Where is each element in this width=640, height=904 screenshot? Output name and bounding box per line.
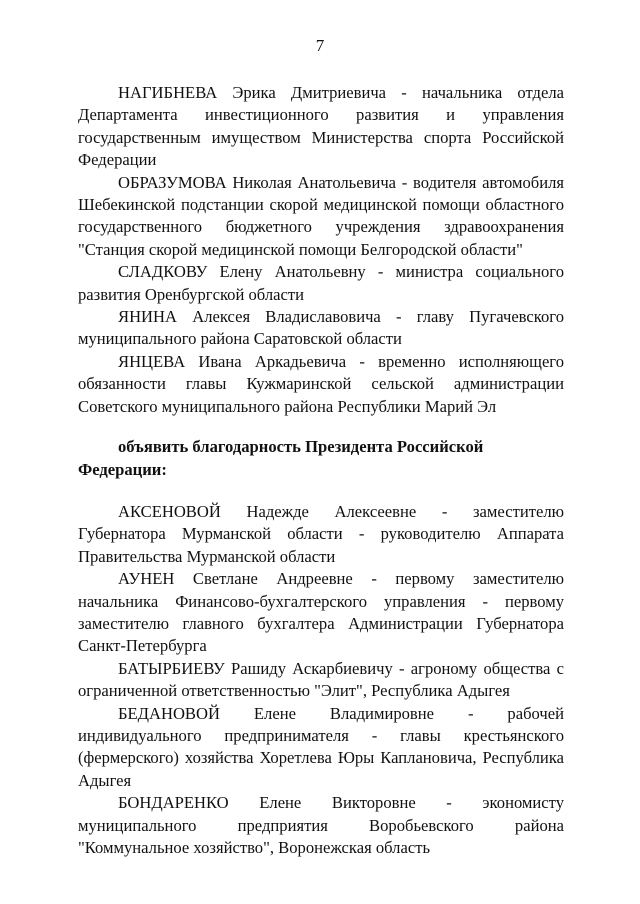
award-entry-batyrbiev: БАТЫРБИЕВУ Рашиду Аскарбиевичу - агроному общества с ограниченной ответственностью "Элит", Республика Адыгея: [78, 658, 564, 701]
award-entry-bedanova: БЕДАНОВОЙ Елене Владимировне - рабочей индивидуального предпринимателя - главы крестьянского (фермерского) хозяйства Хоретлева Юры Каплановича, Республика Адыгея: [78, 703, 564, 790]
award-entry-aunen: АУНЕН Светлане Андреевне - первому заместителю начальника Финансово-бухгалтерского управления - первому заместителю главного бухгалтера Администрации Губернатора Санкт-Петербурга: [78, 569, 564, 656]
award-entry-aksenova: АКСЕНОВОЙ Надежде Алексеевне - заместителю Губернатора Мурманской области - руководителю Аппарата Правительства Мурманской области: [78, 501, 564, 566]
page-number: 7: [315, 36, 325, 55]
award-entry-yantsev: ЯНЦЕВА Ивана Аркадьевича - временно исполняющего обязанности главы Кужмаринской сельской администрации Советского муниципального района Республики Марий Эл: [78, 351, 564, 416]
award-entry-nagibnev: НАГИБНЕВА Эрика Дмитриевича - начальника отдела Департамента инвестиционного развития и управления государственным имуществом Министерства спорта Российской Федерации: [78, 83, 564, 170]
award-entry-bondarenko: БОНДАРЕНКО Елене Викторовне - экономисту муниципального предприятия Воробьевского района "Коммунальное хозяйство", Воронежская область: [78, 793, 564, 857]
award-entry-sladkova: СЛАДКОВУ Елену Анатольевну - министра социального развития Оренбургской области: [78, 262, 564, 304]
award-entry-obrazumov: ОБРАЗУМОВА Николая Анатольевича - водителя автомобиля Шебекинской подстанции скорой медицинской помощи областного государственного бюджетного учреждения здравоохранения "Станция скорой медицинской помощи Белгородской области": [78, 172, 564, 259]
document-body: [78, 82, 564, 859]
award-entry-yanin: ЯНИНА Алексея Владиславовича - главу Пугачевского муниципального района Саратовской области: [78, 307, 564, 349]
section-heading: объявить благодарность Президента Российской Федерации:: [78, 437, 484, 479]
